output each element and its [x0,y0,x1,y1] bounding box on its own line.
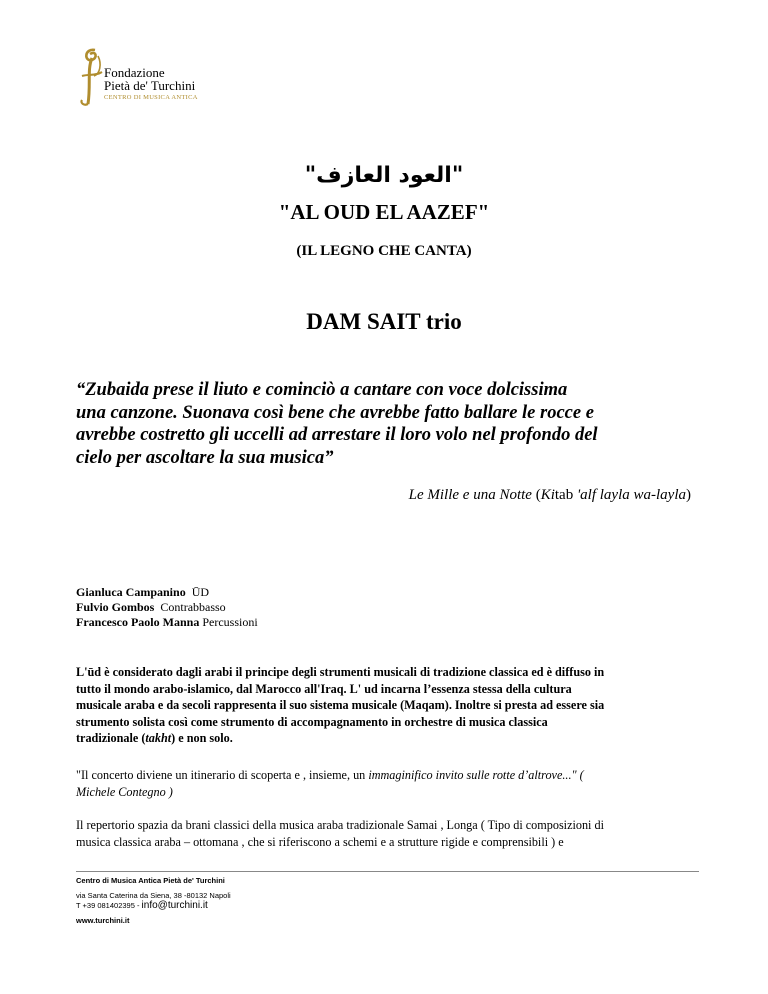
quote-source [409,487,691,504]
intro-line: tutto il mondo arabo-islamico, dal Marocco all'Iraq. L' ud incarna l’essenza stessa della cultura [76,681,572,696]
quote-source-title: Le Mille e una Notte [408,487,532,503]
concert-line [76,767,704,784]
repertoire-line: Il repertorio spazia da brani classici della musica araba tradizionale Samai , Longa ( Tipo di composizioni di [76,818,604,832]
footer-phone: T +39 081402395 - [76,901,142,910]
logo-emblem-icon [78,46,106,108]
concert-line-1b: immaginifico invito sulle rotte d’altrove..." ( [368,768,584,782]
musician-instrument: Percussioni [202,615,258,629]
quote-source-tab: tab [554,487,574,503]
logo-line-2: Pietà de' Turchini [104,78,196,93]
concert-line [76,784,704,801]
musicians-list [76,585,258,630]
footer [76,876,231,926]
quote-source-open: ( [531,487,541,503]
concert-paragraph [76,767,704,800]
quote-source-rest: 'alf layla wa-layla [573,487,686,503]
quote-source-close: ) [686,487,691,503]
intro-paragraph [76,664,704,747]
intro-line: strumento solista così come strumento di accompagnamento in orchestre di musica classica [76,714,548,729]
musician-instrument: Contrabbasso [160,600,226,614]
musician-row [76,615,258,630]
logo [78,46,228,108]
footer-divider [76,871,699,872]
musician-row [76,585,258,600]
intro-line-5c: ) e non solo. [171,731,233,746]
concert-line-1a: "Il concerto diviene un itinerario di scoperta e , insieme, un [76,768,369,782]
main-title: "AL OUD EL AAZEF" [278,200,490,224]
musician-name: Francesco Paolo Manna [76,615,200,629]
quote-line: “Zubaida prese il liuto e cominciò a cantare con voce dolcissima [76,380,568,400]
logo-line-1: Fondazione [104,65,165,80]
quote-line: una canzone. Suonava così bene che avrebbe fatto ballare le rocce e [76,402,594,423]
footer-email-link[interactable]: info@turchini.it [141,900,208,911]
repertoire-paragraph [76,817,716,850]
quote-line: cielo per ascoltare la sua musica” [76,447,334,468]
intro-line [76,730,704,747]
footer-contact [76,901,231,911]
footer-address: via Santa Caterina da Siena, 38 -80132 Napoli [76,891,231,900]
arabic-title: "العود العازف" [304,163,464,188]
repertoire-line: musica classica araba – ottomana , che si riferiscono a schemi e a strutture rigide e comprensibili ) e [76,834,564,849]
concert-line-2: Michele Contegno ) [76,784,173,799]
intro-line-5b: takht [145,731,172,746]
subtitle: (IL LEGNO CHE CANTA) [296,243,472,259]
ensemble-name: DAM SAIT trio [306,309,462,334]
musician-name: Fulvio Gombos [76,600,155,614]
quote-line: avrebbe costretto gli uccelli ad arrestare il loro volo nel profondo del [76,425,598,445]
footer-website-link[interactable]: www.turchini.it [76,916,130,925]
musician-name: Gianluca Campanino [76,585,186,599]
intro-line: L'ūd è considerato dagli arabi il principe degli strumenti musicali di tradizione classica ed è diffuso in [76,665,605,679]
musician-row [76,600,258,615]
quote [76,379,706,469]
musician-instrument: ŪD [191,585,210,599]
quote-source-ki: Ki [540,487,555,503]
logo-line-3: CENTRO DI MUSICA ANTICA [104,94,198,101]
footer-org: Centro di Musica Antica Pietà de' Turchini [76,876,225,885]
intro-line-5a: tradizionale ( [76,731,146,746]
intro-line: musicale araba e da secoli rappresenta il suo sistema musicale (Maqam). Inoltre si presta ad essere sia [76,698,605,713]
